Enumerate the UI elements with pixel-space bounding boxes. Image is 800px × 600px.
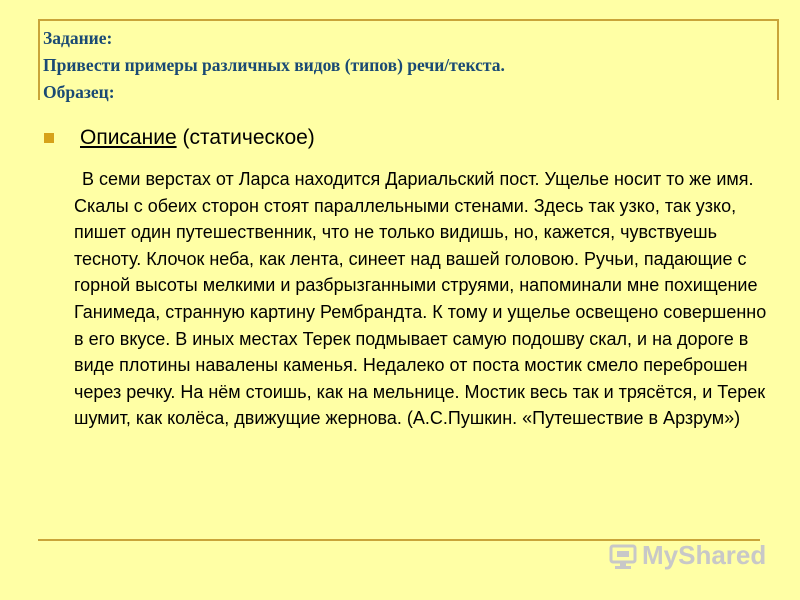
section-heading-rest: (статическое)	[176, 126, 315, 149]
section-heading-row	[44, 124, 315, 152]
section-heading	[80, 124, 315, 152]
slide-header	[43, 25, 773, 106]
frame-right-line	[777, 19, 779, 100]
watermark-text: MyShared	[642, 540, 767, 570]
header-task-label: Задание:	[43, 28, 113, 48]
myshared-logo-icon	[608, 541, 638, 571]
watermark-logo	[608, 540, 766, 571]
square-bullet-icon	[44, 133, 54, 143]
description-paragraph: В семи верстах от Ларса находится Дариальский пост. Ущелье носит то же имя. Скалы с обеих сторон стоят параллельными стенами. Здесь так узко, так узко, пишет один путешественник, что не только видишь, но, кажется, чувствуешь тесноту. Клочок неба, как лента, синеет над вашей головою. Ручьи, падающие с горной высоты мелкими и разбрызганными струями, напоминали мне похищение Ганимеда, странную картину Рембрандта. К тому и ущелье освещено совершенно в его вкусе. В иных местах Терек подмывает самую подошву скал, и на дороге в виде плотины навалены каменья. Недалеко от поста мостик смело переброшен через речку. На нём стоишь, как на мельнице. Мостик весь так и трясётся, и Терек шумит, как колёса, движущие жернова. (А.С.Пушкин. «Путешествие в Арзрум»)	[74, 169, 767, 429]
frame-left-line	[38, 19, 40, 100]
frame-top-line	[38, 19, 779, 21]
header-task-text: Привести примеры различных видов (типов) речи/текста.	[43, 55, 505, 75]
section-heading-main: Описание	[80, 126, 177, 149]
header-sample-label: Образец:	[43, 82, 115, 102]
